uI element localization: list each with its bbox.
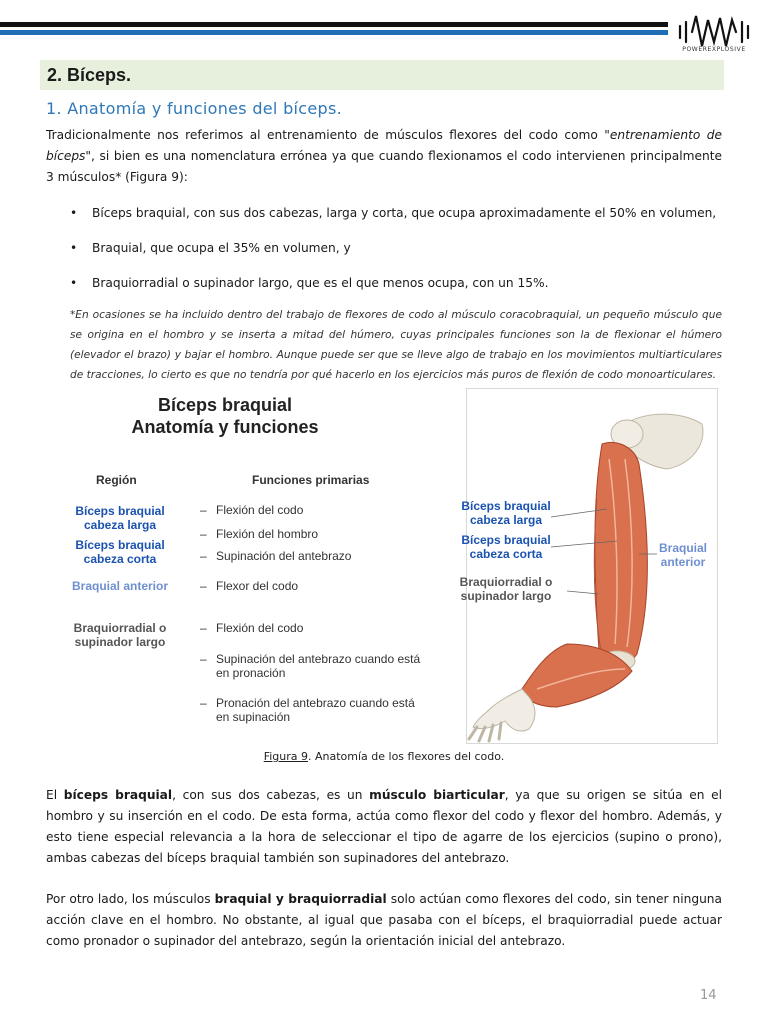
intro-paragraph — [46, 125, 722, 188]
column-header-region: Región — [96, 473, 137, 487]
function-item: – Flexor del codo — [200, 579, 440, 593]
function-item: – Supinación del antebrazo cuando está en pronación — [200, 652, 430, 680]
caption-text: . Anatomía de los flexores del codo. — [307, 750, 505, 763]
caption-ref: Figura 9 — [263, 750, 308, 763]
figure-title-line-2: Anatomía y funciones — [131, 417, 319, 437]
figure-title-line-1: Bíceps braquial — [157, 395, 293, 415]
label-brachialis: Braquial anterior — [658, 541, 707, 569]
list-item: • Braquial, que ocupa el 35% en volumen, y — [70, 238, 720, 273]
footnote: *En ocasiones se ha incluido dentro del trabajo de flexores de codo al músculo coracobraquial, un pequeño músculo que se origina en el hombro y se inserta a mitad del húmero, cuyas principales funciones son la de flexionar el húmero (elevador el brazo) y bajar el hombro. Aunque puede ser que se lleve algo de trabajo en los movimientos multiarticulares de tracciones, lo cierto es que no tendría por qué hacerlo en los ejercicios más puros de flexión de codo monoarticulares. — [70, 309, 722, 381]
label-short-head: Bíceps braquial cabeza corta — [461, 533, 551, 561]
figure-title — [70, 394, 380, 438]
function-item: – Flexión del codo — [200, 503, 440, 517]
paragraph-brachialis: Por otro lado, los músculos braquial y braquiorradial solo actúan como flexores del codo, sin tener ninguna acción clave en el hombro. No obstante, al igual que pasaba con el bíceps, el braquiorradial puede actuar como pronador o supinador del antebrazo, según la orientación inicial del antebrazo. — [46, 892, 722, 948]
figure-caption — [0, 750, 768, 763]
region-long-head: Bíceps braquial cabeza larga — [75, 504, 165, 532]
region-brachialis: Braquial anterior — [71, 579, 169, 593]
intro-text-1: Tradicionalmente nos referimos al entrenamiento de músculos flexores del codo como " — [46, 128, 610, 142]
label-brachioradialis: Braquiorradial o supinador largo — [459, 575, 553, 603]
logo-text: POWEREXPLOSIVE — [682, 46, 746, 53]
region-short-head: Bíceps braquial cabeza corta — [75, 538, 165, 566]
section-title: 2. Bíceps. — [40, 60, 724, 90]
label-long-head: Bíceps braquial cabeza larga — [461, 499, 551, 527]
list-item: • Braquiorradial o supinador largo, que es el que menos ocupa, con un 15%. — [70, 273, 720, 308]
subsection-title: 1. Anatomía y funciones del bíceps. — [46, 99, 342, 118]
header-blue-line — [0, 30, 668, 35]
paragraph-biceps: El bíceps braquial, con sus dos cabezas, es un músculo biarticular, ya que su origen se sitúa en el hombro y su inserción en el codo. De esta forma, actúa como flexor del codo y flexor del hombro. Además, y esto tiene especial relevancia a la hora de seleccionar el tipo de agarre de los ejercicios (supino o prono), ambas cabezas del bíceps braquial también son supinadores del antebrazo. — [46, 788, 723, 865]
function-item: – Pronación del antebrazo cuando está en supinación — [200, 696, 430, 724]
arm-anatomy-illustration — [459, 388, 718, 744]
column-header-functions: Funciones primarias — [252, 473, 370, 487]
bold-biceps: bíceps braquial — [63, 788, 173, 802]
page-number: 14 — [700, 988, 717, 1003]
bold-biarticular: músculo biarticular — [369, 788, 505, 802]
bold-brachialis: braquial y braquiorradial — [214, 892, 387, 906]
function-item: – Flexión del hombro — [200, 527, 440, 541]
region-brachioradialis: Braquiorradial o supinador largo — [73, 621, 167, 649]
header-black-line — [0, 22, 668, 27]
function-item: – Flexión del codo — [200, 621, 440, 635]
list-item: • Bíceps braquial, con sus dos cabezas, larga y corta, que ocupa aproximadamente el 50% en volumen, — [70, 203, 720, 238]
intro-text-2: ", si bien es una nomenclatura errónea ya que cuando flexionamos el codo intervienen principalmente 3 músculos* (Figura 9): — [46, 149, 722, 184]
header-bars — [0, 22, 668, 36]
function-item: – Supinación del antebrazo — [200, 549, 440, 563]
muscle-list — [70, 203, 720, 308]
intro-italic: entrenamiento de bíceps — [46, 128, 722, 163]
